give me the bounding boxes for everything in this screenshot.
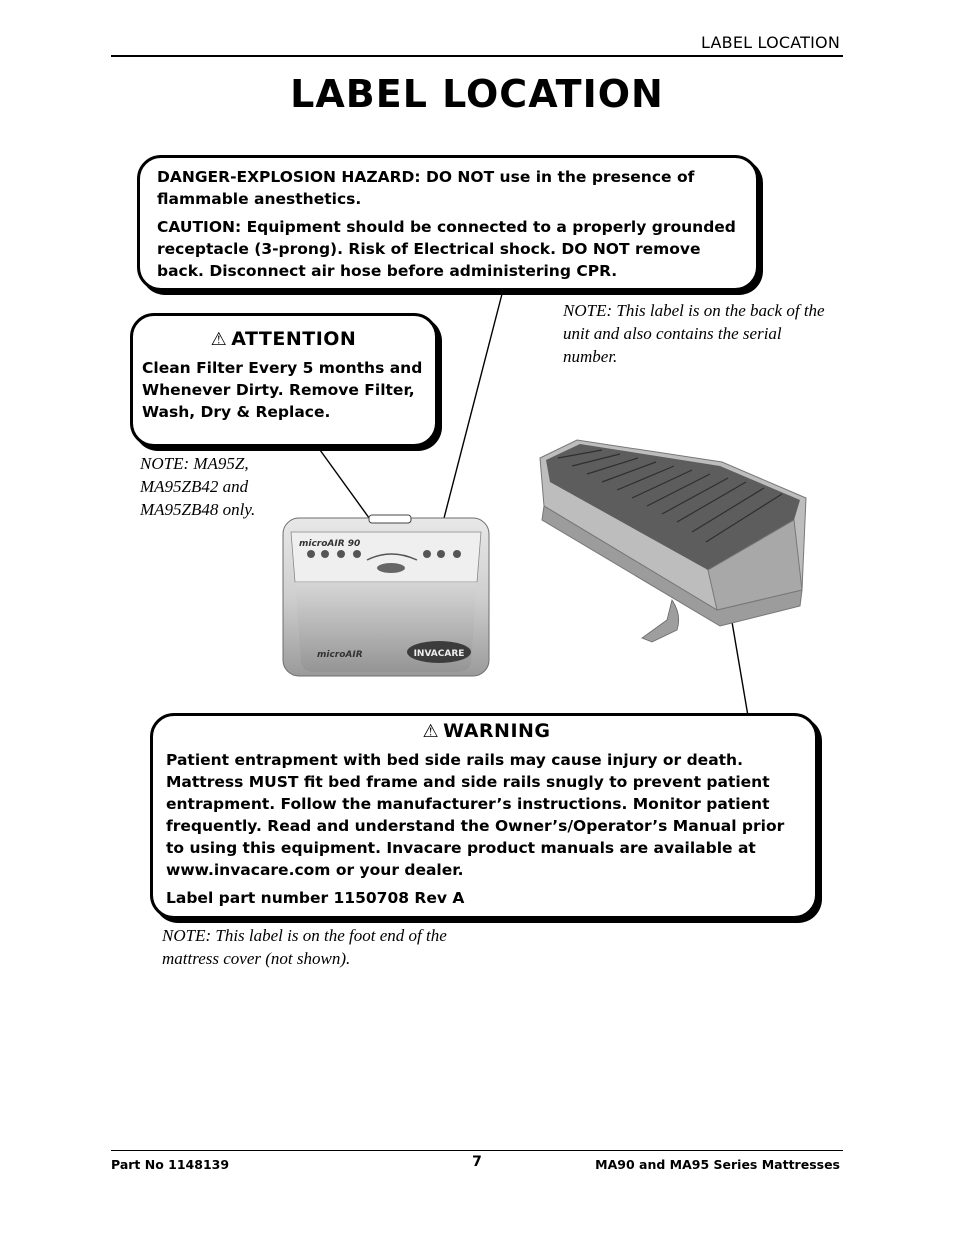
pump-model-bottom: microAIR [317, 650, 363, 660]
leader-line-danger [443, 294, 502, 522]
mattress-image [532, 420, 832, 645]
pump-brand-logo: INVACARE [413, 649, 465, 659]
warning-triangle-icon: ⚠ [210, 329, 228, 350]
page-title: LABEL LOCATION [290, 72, 664, 116]
attention-body: Clean Filter Every 5 months and Whenever Dirty. Remove Filter, Wash, Dry & Replace. [142, 359, 423, 421]
footer-part-number: Part No 1148139 [111, 1157, 230, 1172]
danger-bold: DANGER-EXPLOSION HAZARD: DO NOT [157, 168, 495, 186]
pump-model-top: microAIR 90 [299, 539, 361, 549]
header-section-title: LABEL LOCATION [701, 33, 840, 52]
footer-product-name: MA90 and MA95 Series Mattresses [595, 1157, 840, 1172]
note-back-of-unit: NOTE: This label is on the back of the unit and also contains the serial number. [563, 301, 825, 366]
footer-page-number: 7 [472, 1154, 482, 1170]
danger-rest: use in the presence of flammable anesthetics. [157, 168, 695, 208]
warning-heading [166, 720, 807, 743]
caution-bold: CAUTION: [157, 218, 242, 236]
note-ma95-models: NOTE: MA95Z, MA95ZB42 and MA95ZB48 only. [140, 454, 256, 519]
pump-unit-image [281, 512, 491, 680]
caution-rest: Equipment should be connected to a properly grounded receptacle (3-prong). Risk of Electrical shock. DO NOT remove back. Disconnect air hose before administering CPR. [157, 218, 736, 280]
warning-part-number: Label part number 1150708 Rev A [166, 889, 465, 907]
note-foot-end: NOTE: This label is on the foot end of the mattress cover (not shown). [162, 926, 447, 968]
warning-heading-text: WARNING [443, 720, 551, 742]
footer-rule [111, 1150, 843, 1151]
warning-label [150, 713, 818, 919]
warning-triangle-icon: ⚠ [422, 721, 440, 742]
attention-heading-text: ATTENTION [231, 328, 357, 350]
warning-body: Patient entrapment with bed side rails may cause injury or death. Mattress MUST fit bed frame and side rails snugly to prevent patient entrapment. Follow the manufacturer’s instructions. Monitor patient frequently. Read and understand the Owner’s/Operator’s Manual prior to using this equipment. Invacare product manuals are available at www.invacare.com or your dealer. [166, 751, 785, 879]
